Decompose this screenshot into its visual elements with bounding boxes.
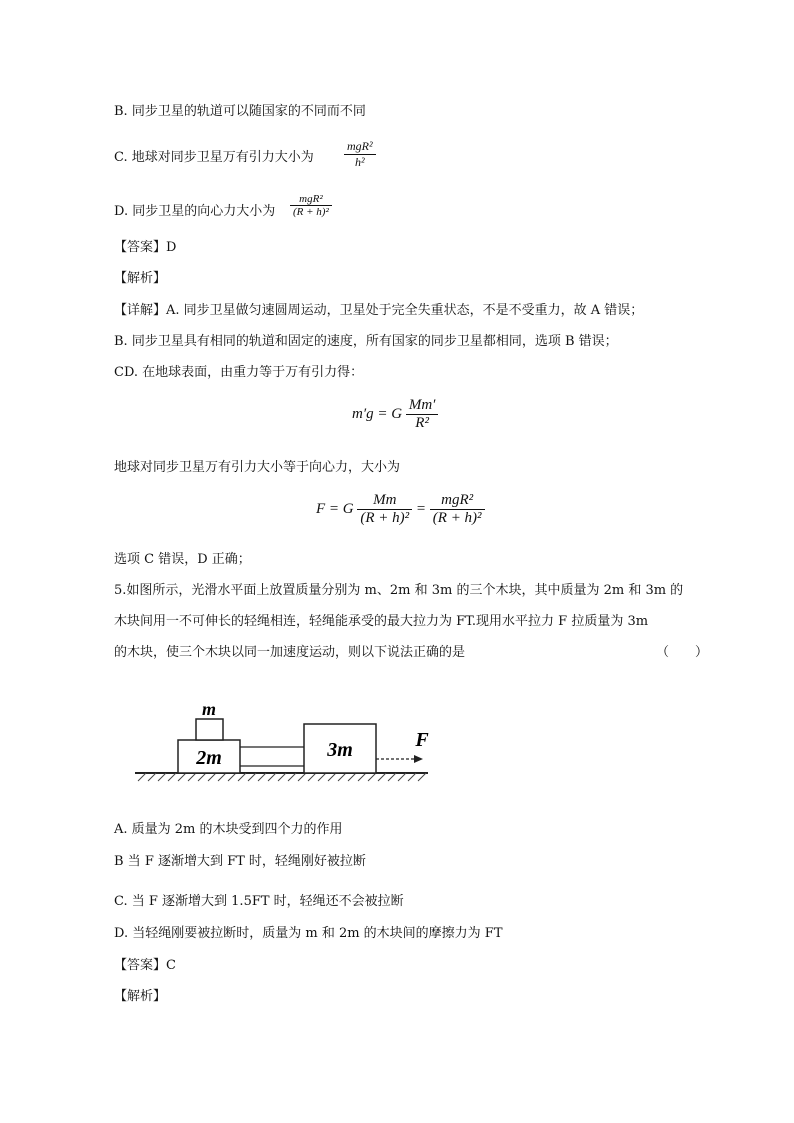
ground-hatching	[138, 773, 426, 781]
force-arrow-head	[414, 755, 423, 763]
option-c-fraction: mgR² h²	[344, 139, 376, 170]
detail-b: B. 同步卫星具有相同的轨道和固定的速度，所有国家的同步卫星都相同，选项 B 错误；	[114, 334, 618, 349]
detail-a: 【详解】A. 同步卫星做匀速圆周运动，卫星处于完全失重状态，不是不受重力，故 A 错误；	[114, 303, 644, 318]
force-text: 地球对同步卫星万有引力大小等于向心力，大小为	[114, 460, 401, 475]
label-m: m	[201, 699, 217, 719]
answer-bracket: （ ）	[656, 645, 709, 660]
detail-cd: CD. 在地球表面，由重力等于万有引力得：	[114, 365, 364, 380]
question-5-line-1: 5.如图所示，光滑水平面上放置质量分别为 m、2m 和 3m 的三个木块，其中质量为 2m 和 3m 的	[114, 583, 684, 598]
equation-gravity-surface: m′g = G $\frac{Mm'}{\text{R²}}$	[352, 397, 438, 432]
label-force: F	[415, 729, 429, 751]
question-5-line-2: 木块间用一不可伸长的轻绳相连，轻绳能承受的最大拉力为 FT.现用水平拉力 F 拉质量为 3m	[114, 614, 649, 629]
answer-label-2: 【答案】C	[114, 958, 176, 973]
block-m	[196, 719, 223, 740]
label-3m: 3m	[327, 739, 353, 761]
conclusion: 选项 C 错误，D 正确；	[114, 552, 251, 567]
option-d-satellite: D. 同步卫星的向心力大小为	[114, 204, 276, 219]
answer-label-1: 【答案】D	[114, 240, 177, 255]
option-c-blocks: C. 当 F 逐渐增大到 1.5FT 时，轻绳还不会被拉断	[114, 894, 404, 909]
label-2m: 2m	[196, 747, 222, 769]
option-d-blocks: D. 当轻绳刚要被拉断时，质量为 m 和 2m 的木块间的摩擦力为 FT	[114, 926, 503, 941]
analysis-label-2: 【解析】	[114, 989, 167, 1004]
option-d-fraction: mgR² (R + h)²	[290, 193, 332, 218]
blocks-figure	[130, 695, 440, 790]
option-b-satellite: B. 同步卫星的轨道可以随国家的不同而不同	[114, 104, 366, 119]
equation-force: F = G $\frac{Mm}{\text{(R + h)²}}$ = mgR² (R + h)²	[316, 492, 485, 527]
question-5-line-3: 的木块，使三个木块以同一加速度运动，则以下说法正确的是	[114, 645, 466, 660]
option-c-satellite: C. 地球对同步卫星万有引力大小为	[114, 150, 314, 165]
analysis-label-1: 【解析】	[114, 271, 167, 286]
option-a-blocks: A. 质量为 2m 的木块受到四个力的作用	[114, 822, 343, 837]
option-b-blocks: B 当 F 逐渐增大到 FT 时，轻绳刚好被拉断	[114, 854, 366, 869]
